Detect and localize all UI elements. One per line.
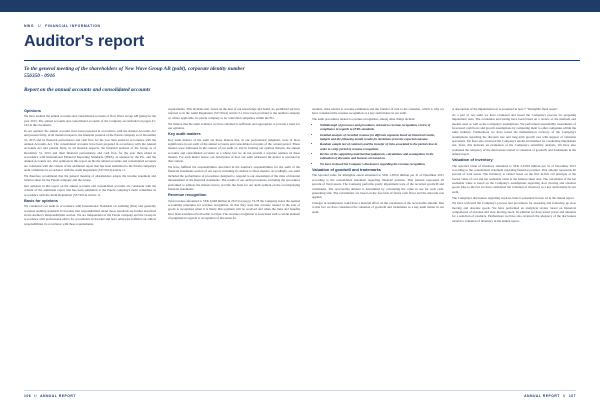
bullet-list — [312, 123, 444, 166]
section-header — [24, 24, 101, 28]
bullet-item: • Walkthrough of processes and procedures relevant to revenue recognition, review of compliance in regards to IFRS standards. — [320, 123, 444, 132]
bullet-item: • We have reviewed the Company's disclosures regarding the revenue recognition. — [320, 162, 444, 166]
bullet-item: • Review of the supporting material that judgments, calculations and assumptions in the estimation of discounts and bonuses are based on. — [320, 152, 444, 161]
report-addressee: To the general meeting of the shareholders of New Wave Group AB (publ), corporate identity number 556350 - 0916 — [24, 66, 245, 79]
body-paragraph: As a part of our audit we have evaluated and tested the Company's process for preparing impairment tests. The evaluation and testing have been based on a review of the methods and models used as well as the Company's assumptions. We performed reasonability assessments of forecasted cash flows and growth assumptions by comparing them to other companies within the same industry. Furthermore we have tested the mathematical accuracy of the Company's assumptions regarding the discount rate and long-term growth rate with support of valuation specialists. We have also reviewed the Company's model and method for conducting impairment test. Tests, this includes an evaluation of the Company's sensitivity analysis. We have also evaluated the adequacy of the disclosures related to valuation of goodwill and trademarks in the annual report. — [452, 112, 576, 156]
body-paragraph: We have audited the annual accounts and consolidated accounts of New Wave Group AB (publ) for the year 2015. The annual accounts and consolidated accounts of the Company are included on pages 47-102 in this document. — [24, 114, 156, 128]
body-paragraph: Key audit matters of the audit are those matters that, in our professional judgment, were of most significance in our audit of the annual accounts and consolidated accounts of the current period. These matters were addressed in the context of our audit of, and in forming our opinion thereon, the annual accounts and consolidated accounts as a whole, but we do not provide a separate opinion on these matters. For each matter below, our description of how our audit addressed the matter is provided in that context. — [168, 137, 300, 164]
bullet-item: • Random sample test of contracts and the transfer of risks associated to the period close in order to verify period of revenue recognition. — [320, 142, 444, 151]
page-title: Auditor's report — [24, 33, 145, 50]
section-subheading: Valuation of goodwill and trademarks — [312, 167, 381, 173]
body-paragraph: retailers, risks related to revenue estimation and the transfer of risk to the customer, which is why we have considered the revenue recognition as a key audit matter in our audit. — [312, 107, 444, 116]
body-paragraph: requirements. This includes that, based on the best of our knowledge and belief, no prohibited services referred to in the Audit Regulation (537/2014) Article 5.1 have been provided to the audited company or, where applicable, its parent company or its controlled companies within the EU. — [168, 107, 300, 120]
bullet-item: • Detailed analysis of recorded revenue for different segments based on historical results, budgets and the following month results for deviations from the expected outcome. — [320, 133, 444, 142]
body-paragraph: We have fulfilled the responsibilities described in the Auditor's responsibilities for the audit of the financial statements section of our report, including in relation to these matters. Accordingly, our audit included the performance of procedures designed to respond to our assessment of the risks of material misstatement of the financial statements. The results of our audit procedures, including the procedures performed to address the matters below, provide the basis for our audit opinion on the accompanying financial statements. — [168, 165, 300, 191]
body-paragraph: We therefore recommend that the general meeting of shareholders adopts the income statement and balance sheet for the Parent company and the Group. — [24, 173, 156, 183]
body-paragraph: Total revenue amounted to SEK 6,048 million in 2015 (Group) p 73-78 the Company states the applied accounting principles for revenue recognition. In that they state that revenue related to the sale of goods is recognised when it is likely that payment will be received and when the risks and benefits have been transferred from seller to buyer. The revenue recognition is associated with a certain element of judgment in regards to recognition of discounts for — [168, 198, 300, 220]
footer-left-page: 106 — [24, 394, 32, 398]
section-subheading: Opinions — [24, 108, 41, 113]
top-color-band — [0, 0, 600, 12]
footer-right-label: ANNUAL REPORT — [524, 394, 560, 398]
header-separator: // — [38, 24, 42, 28]
body-paragraph: Our opinions in this report on the annual accounts and consolidated accounts are consistent with the content of the additional report that has been submitted to the Parent company's audit committee in accordance with the Audit Regulation (537/2014) Article 11. — [24, 184, 156, 197]
section-subheading: Revenue recognition — [168, 192, 207, 198]
header-company: NWG — [24, 24, 35, 28]
footer-left-separator: // — [34, 394, 38, 398]
text-column-1 — [24, 107, 156, 228]
body-paragraph: We conducted our audit in accordance with International Standards on Auditing (ISA) and generally accepted auditing standards in Sweden. Our responsibilities under those standards are further described in the Auditor's Responsibilities section. We are independent of the Parent company and the Group in accordance with professional ethics for accountants in Sweden and have otherwise fulfilled our ethical responsibilities in accordance with these requirements. — [24, 204, 156, 226]
section-subheading: Key audit matters — [168, 131, 201, 137]
body-paragraph: We believe that the audit evidence we have obtained is sufficient and appropriate to provide a basis for our opinions. — [168, 121, 300, 130]
header-section: FINANCIAL INFORMATION — [45, 24, 101, 28]
footer-right — [524, 394, 576, 398]
report-section-heading: Report on the annual accounts and consolidated accounts — [24, 87, 151, 93]
text-column-3 — [312, 107, 444, 216]
text-column-2 — [168, 107, 300, 222]
footer-right-separator: // — [562, 394, 566, 398]
title-divider — [24, 60, 580, 61]
body-paragraph: A description of the impairment test is presented in note 7 "Intangible fixed assets". — [452, 107, 559, 111]
section-subheading: Valuation of inventory — [452, 157, 493, 163]
footer-left — [24, 394, 76, 398]
body-paragraph: We have reviewed the Company's process and procedures for assessing and following up slow moving and obsolete goods. We have performed an analytical review based on historical comparisons of obsolete and slow moving stock. In addition we have tested prices and amounts for a selection of products. Furthermore we have also reviewed the adequacy of the disclosures related to valuation of inventory in the annual report. — [452, 201, 576, 223]
text-column-4 — [452, 107, 576, 225]
footer-divider — [24, 390, 576, 391]
body-paragraph: Changes in assumptions could have a material effect on the calculation of the recoverable amount. Due to this fact we have considered the valuation of goodwill and trademarks as a key audit matter in our audit. — [312, 201, 444, 214]
footer-right-page: 107 — [568, 394, 576, 398]
body-paragraph: The reported value of inventory amounted to SEK 2,618.9 million per 31 of December 2015 according to the consolidated statement regarding financial position. That amount represents 40 percent of total assets. The inventory is valued based on the first in-first out principle at the lowest value of cost and net realisable value at the balance sheet date. The calculation of the net realisable value is based on the Company's assumptions regarding slow moving and obsolete goods. Due to the fact we have considered the valuation of inventory as a key audit matter in our audit. — [452, 163, 576, 194]
body-paragraph: The Company's disclosures regarding stock-in-trade is presented in note 16 in the annual report. — [452, 195, 575, 200]
body-paragraph: In our opinion, the annual accounts have been prepared in accordance with the Annual Accounts Act and present fairly, in all material respects, the financial position of the Parent company as of December 31, 2015 and its financial performance and cash flow for the year then ended in accordance with the Annual Accounts Act. The consolidated accounts have been prepared in accordance with the Annual Accounts Act and present fairly, in all material respects, the financial position of the Group as of December 31, 2015 and their financial performance and cash flow for the year then ended in accordance with International Financial Reporting Standards (IFRS), as adopted by the EU, and the Annual Accounts Act. Our opinions in this report on the the annual accounts and consolidated accounts are consistent with the content of the additional report that has been submitted to the Parent company's audit committee in accordance with the Audit Regulation (537/2014) Article 11. — [24, 128, 156, 172]
body-paragraph: The audit procedures related to revenue recognition, among other things include: — [312, 117, 416, 122]
body-paragraph: The reported value for intangible assets amounted to SEK 1,383.0 million per 31 of December 2015 according to the consolidated statement regarding financial position. That amount represents 20 percent of Total assets. The Company performs yearly impairment tests of the recorded goodwill and trademarks. The recoverable amount is determined by calculating the value in use for each cash-generating unit. The calculations are based on the forecasts of future cash flows and the discount rate applied. — [312, 173, 444, 200]
footer-left-label: ANNUAL REPORT — [40, 394, 76, 398]
section-subheading: Basis for opinions — [24, 198, 58, 204]
